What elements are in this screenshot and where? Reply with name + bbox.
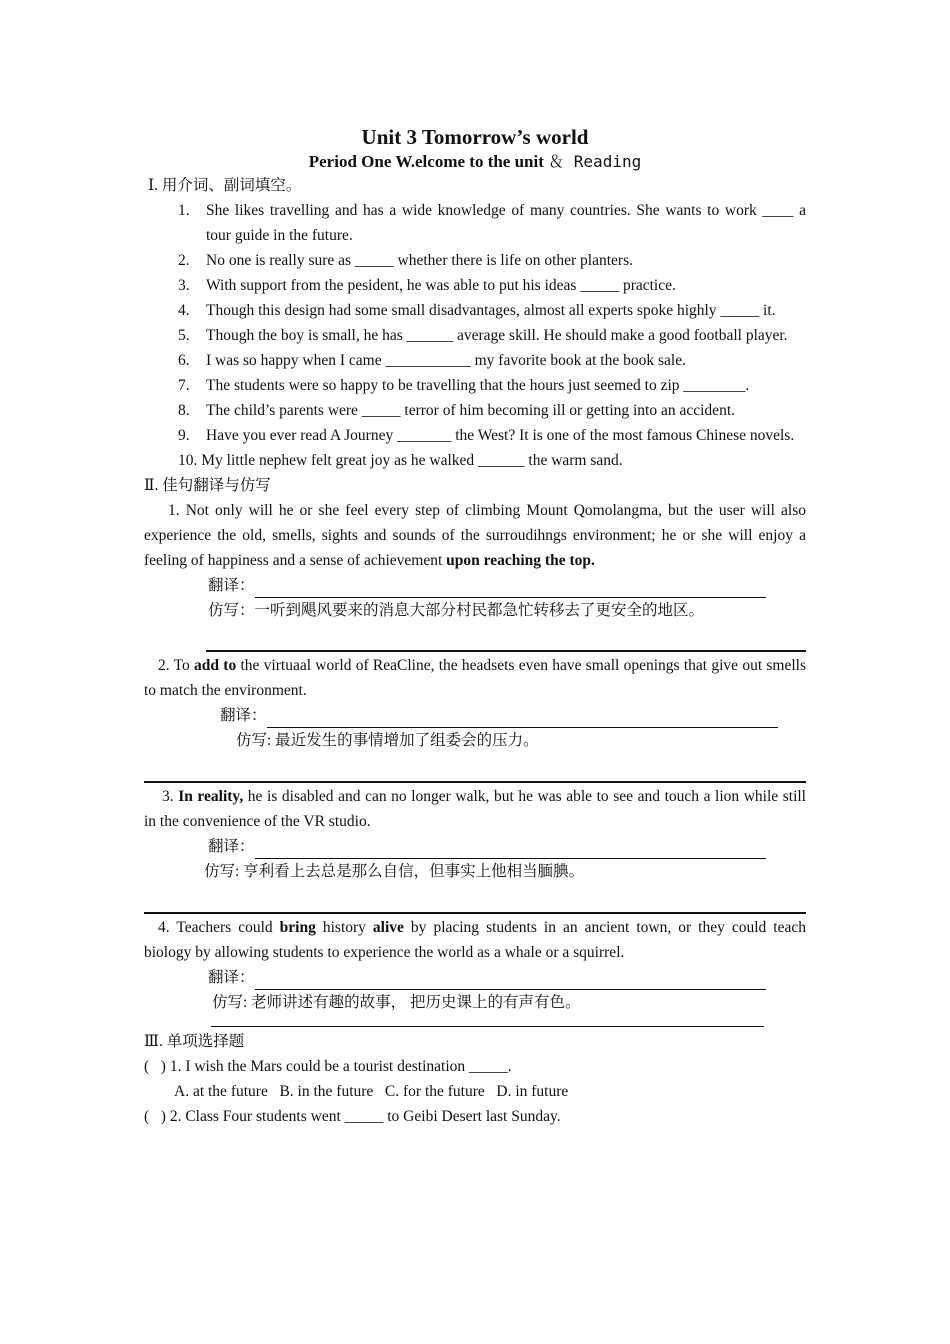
section-2-heading: Ⅱ. 佳句翻译与仿写 <box>144 477 271 494</box>
mc-options-1: A. at the future B. in the future C. for the future D. in future <box>174 1083 569 1100</box>
translation-line <box>144 965 806 990</box>
translation-label: 翻译： <box>220 707 267 724</box>
sentence-4 <box>144 915 806 965</box>
sentence-3 <box>144 784 806 834</box>
mc-question-1: ( ) 1. I wish the Mars could be a tourist destination _____. <box>144 1058 512 1075</box>
item-text: Have you ever read A Journey _______ the West? It is one of the most famous Chinese novels. <box>206 427 795 444</box>
sentence-2 <box>144 653 806 703</box>
item-text: The child’s parents were _____ terror of him becoming ill or getting into an accident. <box>206 402 735 419</box>
subtitle-reading: ＆ Reading <box>548 152 642 171</box>
answer-line[interactable] <box>144 884 806 914</box>
section-1-heading: Ⅰ. 用介词、副词填空。 <box>148 177 302 194</box>
item-number: 2. <box>178 252 190 269</box>
item-number: 4. <box>178 302 190 319</box>
key-phrase: In reality, <box>178 788 244 805</box>
translation-line <box>144 573 806 598</box>
item-number: 1. <box>178 202 190 219</box>
imitation-prompt: 仿写: 老师讲述有趣的故事， 把历史课上的有声有色。 <box>212 994 581 1011</box>
translation-line <box>144 834 806 859</box>
item-number: 5. <box>178 327 190 344</box>
imitation-prompt: 仿写: 最近发生的事情增加了组委会的压力。 <box>236 732 539 749</box>
key-phrase: upon reaching the top. <box>446 552 595 569</box>
sentence-text: 3. <box>162 788 179 805</box>
list-item <box>144 448 806 473</box>
item-text: I was so happy when I came ___________ my favorite book at the book sale. <box>206 352 686 369</box>
translation-blank[interactable] <box>255 579 766 598</box>
list-item <box>144 248 806 273</box>
list-item <box>144 198 806 248</box>
item-number: 3. <box>178 277 190 294</box>
fill-in-list <box>144 198 806 473</box>
translation-blank[interactable] <box>255 840 766 859</box>
item-number: 8. <box>178 402 190 419</box>
item-number: 7. <box>178 377 190 394</box>
page-title: Unit 3 Tomorrow’s world <box>361 125 589 149</box>
sentence-text: 2. To <box>158 657 195 674</box>
key-phrase: add to <box>194 657 237 674</box>
answer-line[interactable] <box>206 623 806 652</box>
item-text: No one is really sure as _____ whether there is life on other planters. <box>206 252 633 269</box>
translation-line <box>144 703 806 728</box>
sentence-text: history <box>315 919 373 936</box>
item-text: The students were so happy to be travelling that the hours just seemed to zip ________. <box>206 377 750 394</box>
translation-label: 翻译： <box>208 838 255 855</box>
translation-blank[interactable] <box>267 709 778 728</box>
sentence-text: the virtuaal world of ReaCline, the headsets even have small openings that give out smells to match the environment. <box>144 657 807 699</box>
imitation-prompt: 仿写：一听到飓风要来的消息大部分村民都急忙转移去了更安全的地区。 <box>208 602 705 619</box>
imitation-prompt: 仿写: 亨利看上去总是那么自信，但事实上他相当腼腆。 <box>204 863 585 880</box>
translation-label: 翻译： <box>208 577 255 594</box>
list-item <box>144 348 806 373</box>
list-item <box>144 423 806 448</box>
item-text: My little nephew felt great joy as he walked ______ the warm sand. <box>201 452 623 469</box>
item-text: Though this design had some small disadvantages, almost all experts spoke highly _____ it. <box>206 302 776 319</box>
item-text: Though the boy is small, he has ______ average skill. He should make a good football player. <box>206 327 788 344</box>
sentence-1 <box>144 498 806 573</box>
answer-line[interactable] <box>211 1015 764 1027</box>
mc-question-2: ( ) 2. Class Four students went _____ to Geibi Desert last Sunday. <box>144 1108 561 1125</box>
sentence-text: 1. Not only will he or she feel every step of climbing Mount Qomolangma, but the user will also experience the old, smells, sights and sounds of the surroudihngs environment; he or she will enjoy a feeling of happiness and a sense of achievement <box>144 502 806 569</box>
translation-blank[interactable] <box>255 971 766 990</box>
answer-line[interactable] <box>144 753 806 783</box>
sentence-text: he is disabled and can no longer walk, but he was able to see and touch a lion while still in the convenience of the VR studio. <box>144 788 806 830</box>
item-text: With support from the pesident, he was able to put his ideas _____ practice. <box>206 277 676 294</box>
list-item <box>144 373 806 398</box>
list-item <box>144 323 806 348</box>
list-item <box>144 298 806 323</box>
section-3-heading: Ⅲ. 单项选择题 <box>144 1033 245 1050</box>
item-number: 10. <box>178 452 198 469</box>
item-number: 6. <box>178 352 190 369</box>
worksheet-content <box>144 123 806 1129</box>
subtitle-text: Period One W.elcome to the unit <box>308 152 544 171</box>
list-item <box>144 273 806 298</box>
sentence-text: 4. Teachers could <box>158 919 280 936</box>
item-number: 9. <box>178 427 190 444</box>
page-subtitle <box>144 151 806 173</box>
key-phrase: alive <box>372 919 404 936</box>
list-item <box>144 398 806 423</box>
item-text: She likes travelling and has a wide knowledge of many countries. She wants to work ____ a tour guide in the future. <box>206 202 806 244</box>
translation-label: 翻译： <box>208 969 255 986</box>
key-phrase: bring <box>279 919 316 936</box>
sentence-text: by placing students in an ancient town, or they could teach biology by allowing students to experience the world as a whale or a squirrel. <box>144 919 806 961</box>
